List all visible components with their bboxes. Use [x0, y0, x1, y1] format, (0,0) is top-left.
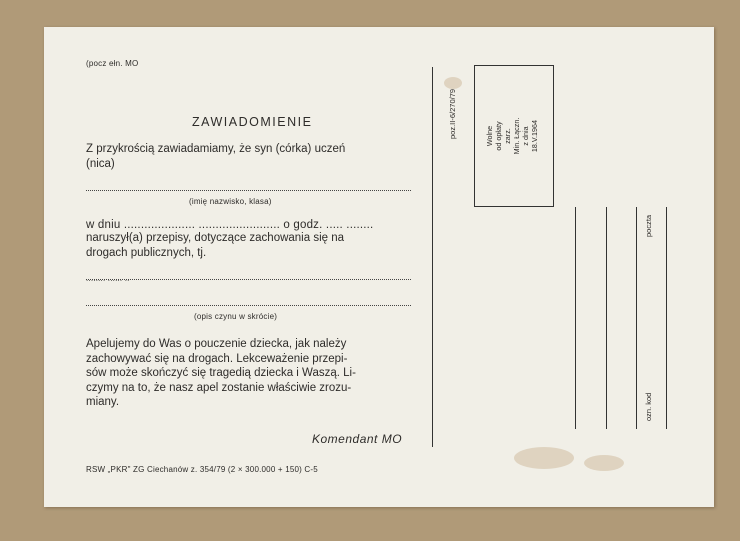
- stain: [514, 447, 574, 469]
- intro-line: (nica): [86, 157, 115, 170]
- intro-line: Z przykrością zawiadamiamy, że syn (córka) uczeń: [86, 143, 346, 155]
- caption-name: (imię nazwisko, klasa): [189, 197, 272, 206]
- caption-act: (opis czynu w skrócie): [194, 312, 278, 321]
- address-line-1: [575, 207, 576, 429]
- stamp-line: 18.V.1964: [530, 119, 539, 153]
- label-ozn-kod: ozn. kod: [644, 392, 653, 421]
- footer-print: RSW „PKR" ZG Ciechanów z. 354/79 (2 × 300.000 + 150) C-5: [86, 465, 318, 474]
- stamp-line: z dnia: [521, 126, 530, 146]
- appeal-line: zachowywać się na drogach. Lekceważenie przepi-: [86, 352, 348, 365]
- card-title: ZAWIADOMIENIE: [192, 115, 313, 129]
- act-fill-line-2: [86, 305, 411, 306]
- divider-line: [432, 67, 433, 447]
- appeal-line: sów może skończyć się tragedią dziecka i Waszą. Li-: [86, 367, 356, 379]
- stain: [584, 455, 624, 471]
- address-line-2: [606, 207, 607, 429]
- header-note: (pocz ełn. MO: [86, 59, 139, 68]
- appeal-paragraph: [86, 337, 356, 410]
- address-line-3: [636, 207, 637, 429]
- signature: Komendant MO: [312, 432, 403, 446]
- stain: [444, 77, 462, 89]
- stamp-line: zarz.: [503, 128, 512, 144]
- intro-paragraph: [86, 142, 345, 171]
- side-code: poz.II-6/270/79: [448, 88, 457, 139]
- appeal-line: Apelujemy do Was o pouczenie dziecka, jak należy: [86, 338, 347, 350]
- stamp-text: [485, 76, 543, 196]
- stamp-line: Min. Łączn.: [512, 117, 521, 155]
- date-line: w dniu ..................... ........................ o godz. ..... ........: [86, 219, 374, 231]
- appeal-line: czymy na to, że nasz apel zostanie właściwie zrozu-: [86, 381, 352, 394]
- appeal-line: miany.: [86, 396, 120, 408]
- act-fill-line-1: [86, 279, 411, 280]
- stamp-line: Wolne: [485, 125, 494, 147]
- postcard: [44, 27, 714, 507]
- address-line-4: [666, 207, 667, 429]
- stamp-line: od opłaty: [494, 121, 503, 151]
- violation-line: drogach publicznych, tj.: [86, 246, 207, 259]
- short-line: ........ ...... ..: [86, 274, 130, 283]
- violation-paragraph: [86, 231, 344, 260]
- violation-line: naruszył(a) przepisy, dotyczące zachowania się na: [86, 232, 345, 244]
- label-poczta: poczta: [644, 214, 653, 237]
- name-fill-line: [86, 190, 411, 191]
